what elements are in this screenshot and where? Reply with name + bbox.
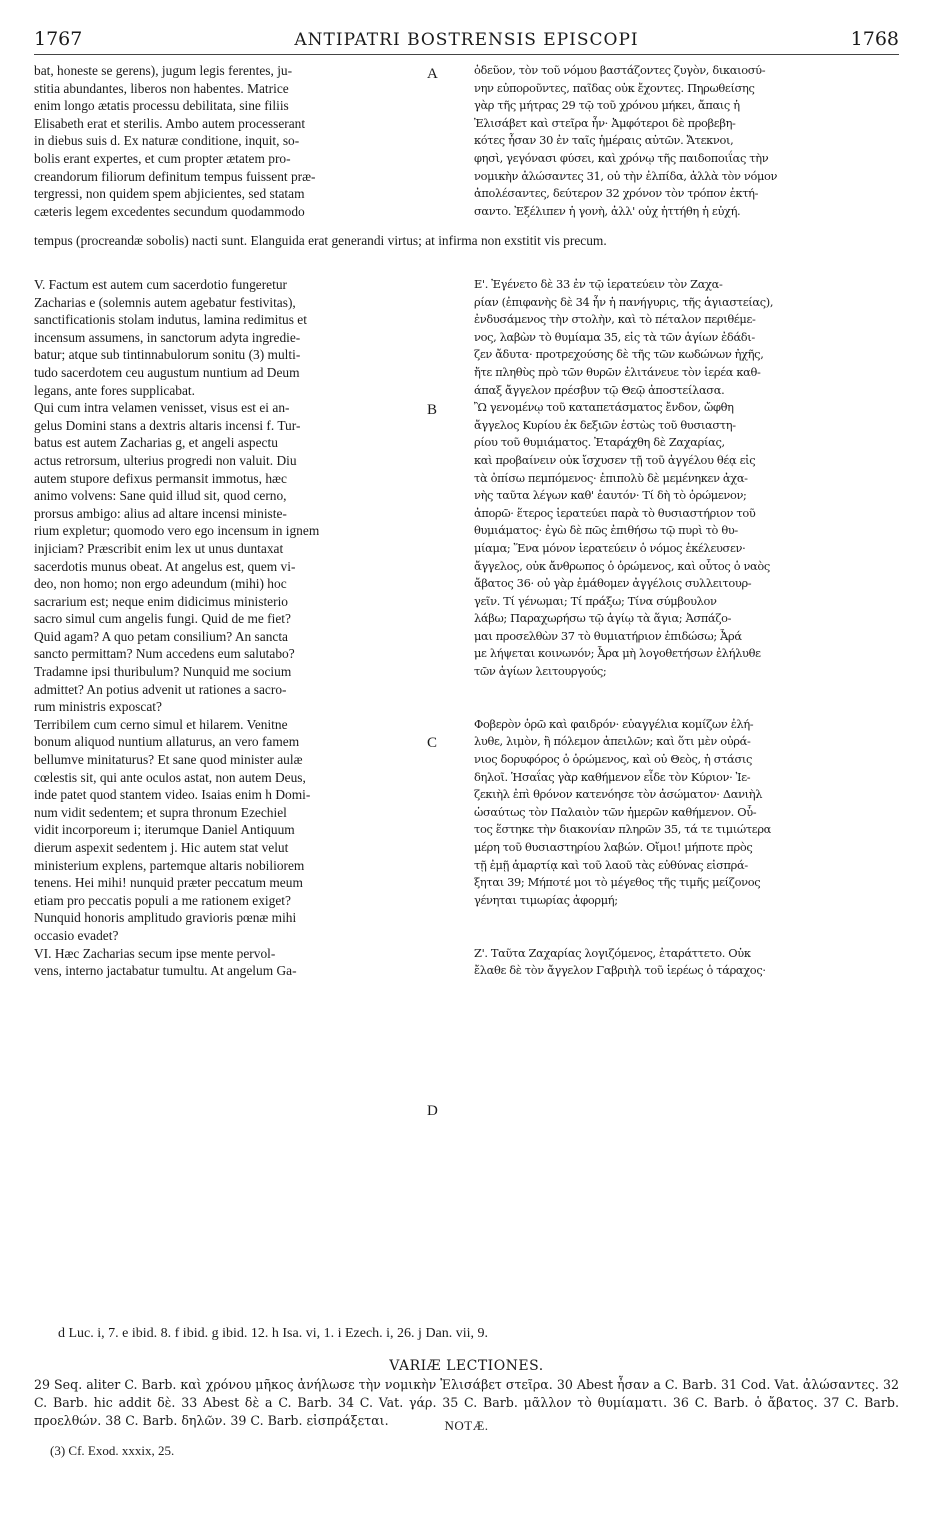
full-line: tempus (procreandæ sobolis) nacti sunt. Elanguida erat generandi virtus; at infirma non exstitit vis precum. <box>34 233 607 248</box>
text-line: φησὶ, γεγόνασι φύσει, καὶ χρόνῳ τῆς παιδοποιΐας τὴν <box>474 150 769 165</box>
notae-heading: NOTÆ. <box>444 1418 489 1433</box>
text-line: μέρη τοῦ θυσιαστηρίου λαβών. Οἴμοι! μήποτε πρὸς <box>474 840 753 854</box>
text-line: ζεκιὴλ ἐπὶ θρόνον κατενόησε τὸν ἀσώματον· Δανιὴλ <box>474 787 763 802</box>
text-line: ὁδεῦον, τὸν τοῦ νόμου βαστάζοντες ζυγὸν, δικαιοσύ- <box>474 63 766 77</box>
text-line: γὰρ τῆς μήτρας 29 τῷ τοῦ χρόνου μήκει, ἄπαις ἡ <box>474 98 740 113</box>
text-line: sanctificationis stolam indutus, lamina redimitus et <box>34 312 307 328</box>
text-line: vidit incorporeum i; iterumque Daniel Antiquum <box>34 822 295 838</box>
full-width-paragraph <box>34 232 899 272</box>
text-line: ἄβατος 36· οὐ γὰρ ἐμάθομεν ἀγγέλοις συλλειτουρ- <box>474 576 752 591</box>
margin-letter-c: C <box>427 735 438 751</box>
text-line: με λήψεται κοινωνόν; Ἆρα μὴ λογοθετήσων ἐλήλυθε <box>474 646 761 661</box>
text-line: Qui cum intra velamen venisset, visus est ei an- <box>34 400 290 416</box>
text-line: bonum aliquod nuntium allaturus, an vero famem <box>34 734 300 750</box>
text-line <box>474 927 899 945</box>
text-line: gelus Domini stans a dextris altaris incensi f. Tur- <box>34 417 301 433</box>
text-line: creandorum filiorum definitum tempus fuissent præ- <box>34 168 316 184</box>
text-line: ἐνδυσάμενος τὴν στολὴν, καὶ τὸ πέταλον περιθέμε- <box>474 312 756 327</box>
text-line: Ὢ γενομένῳ τοῦ καταπετάσματος ἔνδον, ὤφθη <box>474 400 734 415</box>
text-line: tergressi, non quidem spem abjicientes, sed statam <box>34 186 305 202</box>
text-line: ρίου τοῦ θυμιάματος. Ἐταράχθη δὲ Ζαχαρίας, <box>474 435 725 450</box>
text-line: VI. Hæc Zacharias secum ipse mente pervol- <box>34 945 276 961</box>
text-line: bat, honeste se gerens), jugum legis ferentes, ju- <box>34 63 293 78</box>
latin-column <box>34 62 460 220</box>
text-line: batus est autem Zacharias g, et angeli aspectu <box>34 435 278 451</box>
text-line: ἤτε πληθὺς πρὸ τῶν θυρῶν ἐλιτάνευε τὸν ἱερέα καθ- <box>474 364 761 379</box>
text-line: actus retrorsum, ulterius progredi non valuit. Diu <box>34 452 297 468</box>
text-line: etiam pro peccatis populi a me rationem exiget? <box>34 892 291 908</box>
text-line: μαι προσελθὼν 37 τὸ θυμιατήριον ἐπιδώσω; Ἆρά <box>474 628 742 643</box>
text-line: tudo sacerdotem ceu augustum nuntium ad Deum <box>34 364 300 380</box>
text-line: V. Factum est autem cum sacerdotio fungeretur <box>34 277 287 292</box>
text-line: τὰ ὀπίσω πεμπόμενος· ἐπιπολὺ δὲ μεμένηκεν ἀχα- <box>474 470 748 485</box>
greek-column <box>474 62 899 220</box>
page-header <box>34 28 899 55</box>
text-line: Ζ'. Ταῦτα Ζαχαρίας λογιζόμενος, ἐταράττετο. Οὐκ <box>474 945 751 960</box>
text-line: άπαξ ἄγγελον πρέσβυν τῷ Θεῷ ἀποστείλασα. <box>474 382 725 397</box>
text-line: Nunquid honoris amplitudo gravioris pœnæ mihi <box>34 910 297 926</box>
section-1 <box>34 62 899 232</box>
margin-letter-d: D <box>427 1103 438 1119</box>
text-line: legans, ante fores supplicabat. <box>34 382 196 398</box>
text-line: prorsus ambigo: alius ad altare incensi ministe- <box>34 505 287 521</box>
text-line: δηλοῖ. Ἡσαΐας γὰρ καθήμενον εἶδε τὸν Κύριον· Ἰε- <box>474 769 751 784</box>
text-line: in diebus suis d. Ex naturæ conditione, inquit, so- <box>34 133 300 149</box>
text-line: ἄγγελος, οὐκ ἄνθρωπος ὁ ὁρώμενος, καὶ οὗτος ὁ ναὸς <box>474 558 770 573</box>
text-line: Terribilem cum cerno simul et hilarem. Venitne <box>34 716 288 732</box>
text-line: νος, λαβὼν τὸ θυμίαμα 35, εἰς τὰ τῶν ἁγίων ἐδάδι- <box>474 329 755 344</box>
text-line: ὡσαύτως τὸν Παλαιὸν τῶν ἡμερῶν καθήμενον. Οὗ- <box>474 804 757 819</box>
text-line: cæteris legem excedentes secundum quodammodo <box>34 203 305 219</box>
text-line: deo, non homo; non ergo adeundum (mihi) hoc <box>34 576 287 592</box>
text-line: νὴς ταῦτα λέγων καθ' ἑαυτόν· Τί δὴ τὸ ὁρώμενον; <box>474 488 747 503</box>
text-line: sacerdotis munus obeat. At angelus est, quem vi- <box>34 558 296 574</box>
text-line: sacro simul cum angelis fungi. Quid de me fiet? <box>34 611 291 627</box>
text-line: sancto permittam? Num accedens eum salutabo? <box>34 646 295 662</box>
text-line: γεῖν. Τί γένωμαι; Τί πράξω; Τίνα σύμβουλον <box>474 593 717 608</box>
text-line: Ἐλισάβετ καὶ στεῖρα ἦν· Ἀμφότεροι δὲ προβεβη- <box>474 115 736 130</box>
text-line: Zacharias e (solemnis autem agebatur festivitas), <box>34 294 296 310</box>
text-line: τος ἕστηκε τὴν διακονίαν πληρῶν 35, τά τε τιμιώτερα <box>474 822 772 837</box>
text-line: stitia abundantes, liberos non habentes. Matrice <box>34 80 289 96</box>
notae-text: (3) Cf. Exod. xxxix, 25. <box>50 1443 175 1458</box>
text-line <box>474 909 899 927</box>
text-line: ἀπορῶ· ἕτερος ἱερατεύει παρὰ τὸ θυσιαστήριον τοῦ <box>474 505 756 520</box>
text-line: cœlestis sit, qui ante oculos astat, non autem Deus, <box>34 769 306 785</box>
text-line: batur; atque sub tintinnabulorum sonitu (3) multi- <box>34 347 301 363</box>
text-line: ἀπολέσαντες, δεύτερον 32 χρόνον τὸν τρόπον ἐκτή- <box>474 186 759 201</box>
text-line: rum ministris exposcat? <box>34 699 162 715</box>
text-line: νομικὴν ἁλώσαντες 31, οὐ τὴν ἐλπίδα, ἀλλὰ τὸν νόμον <box>474 168 778 183</box>
text-line: ζεν ἄδυτα· προτρεχούσης δὲ τῆς τῶν κωδώνων ἠχῆς, <box>474 347 764 362</box>
text-line: γένηται τιμωρίας ἀφορμή; <box>474 892 618 907</box>
text-line: νην εὐποροῦντες, παῖδας οὐκ ἔχοντες. Πηρωθείσης <box>474 80 755 95</box>
text-line: Ε'. Ἐγένετο δὲ 33 ἐν τῷ ἱερατεύειν τὸν Ζαχα- <box>474 277 723 291</box>
page-number-right: 1768 <box>850 28 899 50</box>
text-line: inde patet quod stantem video. Isaias enim h Domi- <box>34 787 311 803</box>
margin-letter-b: B <box>427 402 438 418</box>
text-line: ἔλαθε δὲ τὸν ἄγγελον Γαβριὴλ τοῦ ἱερέως ὁ τάραχος· <box>474 963 766 978</box>
text-line: occasio evadet? <box>34 927 119 943</box>
text-line: dierum aspexit sedentem j. Hic autem stat velut <box>34 840 289 855</box>
text-line: Φοβερὸν ὁρῶ καὶ φαιδρόν· εὐαγγέλια κομίζων ἐλή- <box>474 716 754 731</box>
text-line: ministerium explens, partemque altaris nobiliorem <box>34 857 305 873</box>
text-line: ἄγγελος Κυρίου ἐκ δεξιῶν ἑστὼς τοῦ θυσιαστη- <box>474 417 736 432</box>
text-line: λάβω; Παραχωρήσω τῷ ἁγίῳ τὰ ἅγια; Ἀσπάζο- <box>474 611 732 626</box>
text-line: admittet? An potius advenit ut rationes a sacro- <box>34 681 287 697</box>
running-title: ANTIPATRI BOSTRENSIS EPISCOPI <box>294 30 639 50</box>
page-number-left: 1767 <box>34 28 83 50</box>
text-line: σαντο. Ἐξέλιπεν ἡ γονὴ, ἀλλ' οὐχ ἡττήθη ἡ εὐχή. <box>474 203 741 218</box>
text-line: vens, interno jactabatur tumultu. At angelum Ga- <box>34 963 297 979</box>
text-line: τῶν ἁγίων λειτουργούς; <box>474 664 607 679</box>
section-2 <box>34 276 899 1316</box>
text-line: incensum assumens, in sanctorum adyta ingredie- <box>34 329 301 345</box>
text-line: animo volvens: Sane quid illud sit, quod cerno, <box>34 488 287 504</box>
text-line: ρίαν (ἐπιφανὴς δὲ 34 ἦν ἡ πανήγυρις, τῆς ἁγιαστείας), <box>474 294 774 309</box>
greek-column-2 <box>474 276 899 980</box>
text-line: rium expletur; quomodo vero ego incensum in ignem <box>34 523 320 539</box>
margin-letter-a: A <box>427 66 438 82</box>
text-line: νιος δορυφόρος ὁ ὁρώμενος, καὶ οὐ Θεὸς, ἡ στάσις <box>474 752 753 767</box>
text-line: Quid agam? A quo petam consilium? An sancta <box>34 628 288 644</box>
text-line <box>474 698 899 716</box>
text-line: sacrarium est; neque enim didicimus ministerio <box>34 593 288 609</box>
latin-column-2 <box>34 276 460 980</box>
text-line: λυθε, λιμὸν, ἢ πόλεμον ἀπειλῶν; καὶ ὅτι μὲν οὐρά- <box>474 734 751 749</box>
text-line: Elisabeth erat et sterilis. Ambo autem processerant <box>34 115 306 131</box>
text-line: μίαμα; Ἕνα μόνον ἱερατεύειν ὁ νόμος ἐκέλευσεν· <box>474 540 746 555</box>
text-line: τῇ ἐμῇ ἁμαρτίᾳ καὶ τοῦ λαοῦ τὰς εὐθύνας εἰσπρά- <box>474 857 748 872</box>
text-line: bolis erant expertes, et cum propter ætatem pro- <box>34 150 291 166</box>
text-line: num vidit sedentem; et supra thronum Ezechiel <box>34 804 287 820</box>
text-line: καὶ προβαίνειν οὐκ ἴσχυσεν τῇ τοῦ ἀγγέλου θέᾳ εἰς <box>474 452 756 467</box>
variae-heading: VARIÆ LECTIONES. <box>389 1358 544 1374</box>
text-line: κότες ἦσαν 30 ἐν ταῖς ἡμέραις αὐτῶν. Ἄτεκνοι, <box>474 133 734 148</box>
scripture-footnotes: d Luc. i, 7. e ibid. 8. f ibid. g ibid. 12. h Isa. vi, 1. i Ezech. i, 26. j Dan. vii, 9. <box>58 1326 489 1341</box>
text-line: tenens. Hei mihi! nunquid præter peccatum meum <box>34 875 303 891</box>
text-line: Tradamne ipsi thuribulum? Nunquid me socium <box>34 664 292 680</box>
text-line <box>474 681 899 699</box>
text-line: injiciam? Præscribit enim lex ut unus duntaxat <box>34 540 284 556</box>
text-line: bellumve minitaturus? Et sane quod minister aulæ <box>34 752 303 768</box>
text-line: ξηται 39; Μήποτέ μοι τὸ μέγεθος τῆς τιμῆς μείζονος <box>474 875 761 890</box>
text-line: θυμιάματος· ἐγὼ δὲ πῶς ἐπιθήσω τῷ πυρὶ τὸ θυ- <box>474 523 738 538</box>
text-line: enim longo ætatis processu debilitata, sine filiis <box>34 98 289 114</box>
text-line: autem stupore defixus permansit immotus, hæc <box>34 470 287 486</box>
variae-lectiones-text: 29 Seq. aliter C. Barb. καὶ χρόνου μῆκος ἀνήλωσε τὴν νομικὴν Ἐλισάβετ στεῖρα. 30 Abest ἦσαν a C. Barb. 31 Cod. Vat. ἀλώσαντες. 32 C. Barb. hic addit δὲ. 33 Abest δὲ a C. Barb. 34 C. Vat. γάρ. 35 C. Barb. μᾶλλον τὸ θυμίαματι. 36 C. Barb. ὁ ἄβατος. 37 C. Barb. προελθών. 38 C. Barb. δηλῶν. 39 C. Barb. εἰσπράξεται. <box>34 1377 899 1428</box>
